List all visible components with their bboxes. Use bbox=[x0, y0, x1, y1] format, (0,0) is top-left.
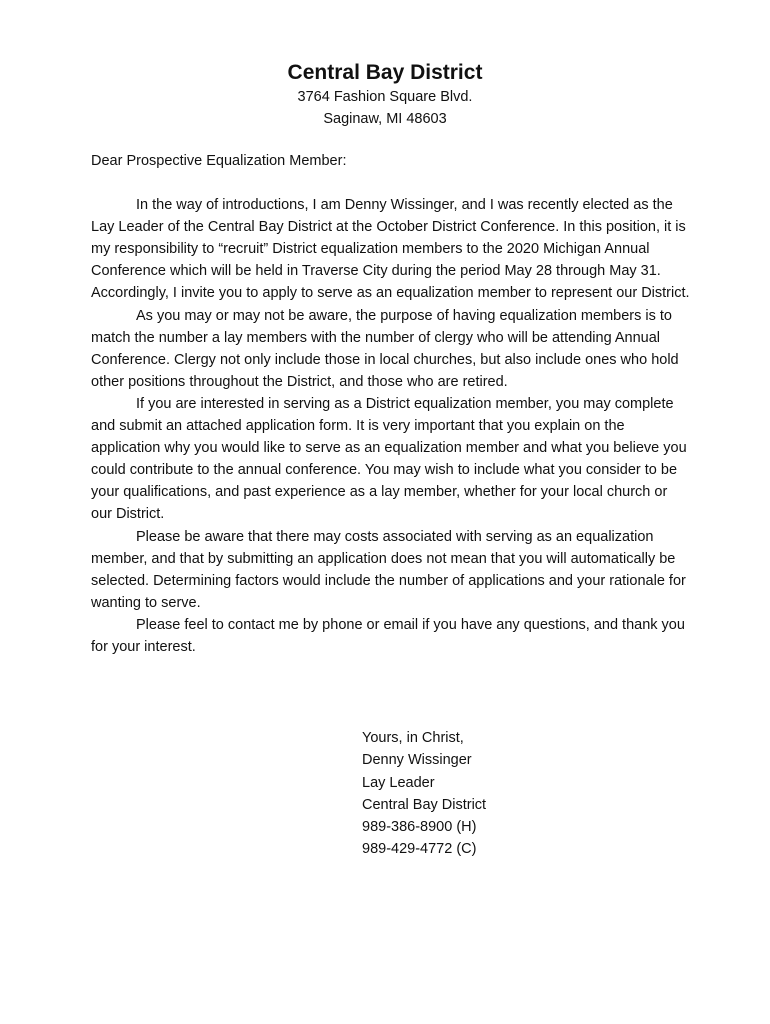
paragraph-costs: Please be aware that there may costs associated with serving as an equalization member, and that by submitting an application does not mean that you will automatically be selected. Determining factors would include the number of applications and your rationale for wanting to serve. bbox=[91, 528, 686, 611]
phone-home: 989-386-8900 (H) bbox=[362, 819, 477, 836]
phone-cell: 989-429-4772 (C) bbox=[362, 841, 477, 858]
signer-name: Denny Wissinger bbox=[362, 752, 472, 769]
signer-title: Lay Leader bbox=[362, 774, 435, 791]
paragraph-contact: Please feel to contact me by phone or email if you have any questions, and thank you for your interest. bbox=[91, 616, 685, 655]
salutation: Dear Prospective Equalization Member: bbox=[91, 153, 347, 169]
signer-organization: Central Bay District bbox=[362, 796, 487, 813]
signature-block bbox=[362, 727, 486, 861]
paragraph-purpose: As you may or may not be aware, the purpose of having equalization members is to match the number a lay members with the number of clergy who will be attending Annual Conference. Clergy not only include those in local churches, but also include ones who hold other positions throughout the District, and those who are retired. bbox=[91, 307, 679, 390]
address-line-street: 3764 Fashion Square Blvd. bbox=[297, 89, 473, 105]
letterhead bbox=[0, 60, 770, 130]
org-name: Central Bay District bbox=[287, 61, 483, 84]
valediction: Yours, in Christ, bbox=[362, 730, 464, 746]
address-line-city: Saginaw, MI 48603 bbox=[323, 111, 447, 127]
paragraph-application: If you are interested in serving as a District equalization member, you may complete and submit an attached application form. It is very important that you explain on the application why you would like to serve as an equalization member and what you believe you could contribute to the annual conference. You may wish to include what you consider to be your qualifications, and past experience as a lay member, whether for your local church or our District. bbox=[91, 395, 687, 523]
paragraph-introduction: In the way of introductions, I am Denny Wissinger, and I was recently elected as the Lay Leader of the Central Bay District at the October District Conference. In this position, it is my responsibility to “recruit” District equalization members to the 2020 Michigan Annual Conference which will be held in Traverse City during the period May 28 through May 31. Accordingly, I invite you to apply to serve as an equalization member to represent our District. bbox=[91, 197, 690, 302]
letter-body bbox=[91, 150, 691, 658]
